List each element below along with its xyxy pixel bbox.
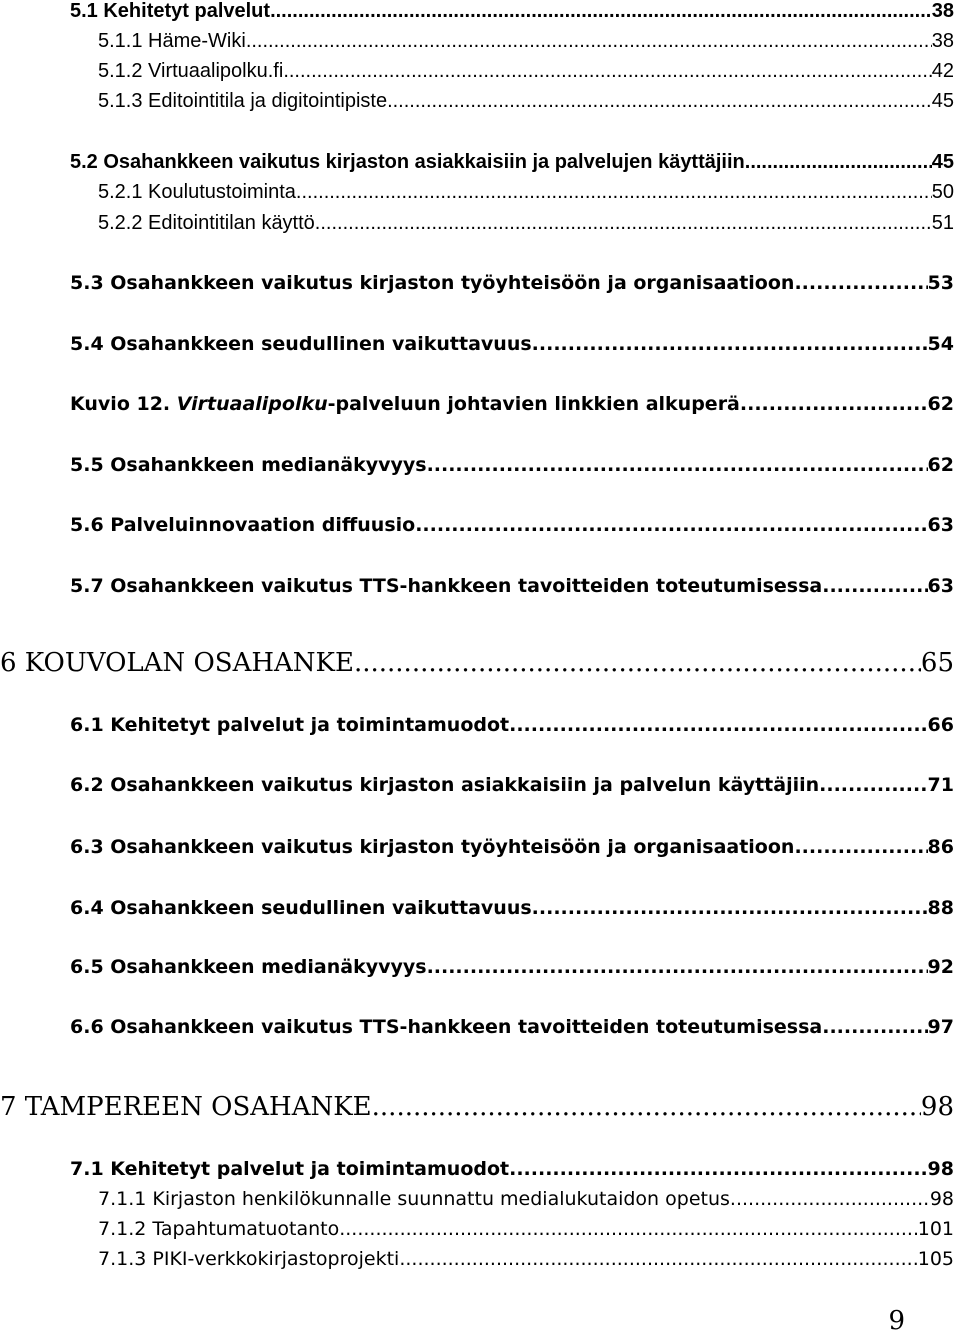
leader-dots (819, 774, 927, 796)
toc-page: 53 (927, 272, 954, 294)
toc-page: 97 (927, 1016, 954, 1038)
toc-label: 6.5 Osahankkeen medianäkyvyys (70, 956, 427, 978)
toc-page: 66 (927, 714, 954, 736)
toc-entry-6-3[interactable] (70, 836, 954, 858)
leader-dots (532, 897, 928, 919)
toc-entry-5-1[interactable] (70, 0, 954, 23)
leader-dots (415, 514, 927, 536)
toc-label: 6.2 Osahankkeen vaikutus kirjaston asiakkaisiin ja palvelun käyttäjiin (70, 774, 820, 796)
leader-dots (794, 272, 927, 294)
toc-label: 6.4 Osahankkeen seudullinen vaikuttavuus (70, 897, 532, 919)
toc-label: 5.1 Kehitetyt palvelut (70, 0, 271, 22)
toc-label: 5.5 Osahankkeen medianäkyvyys (70, 454, 427, 476)
leader-dots (246, 30, 932, 53)
toc-label: 5.2.1 Koulutustoiminta (98, 181, 296, 203)
toc-entry-6-5[interactable] (70, 956, 954, 978)
toc-label: 5.2.2 Editointitilan käyttö (98, 212, 315, 234)
leader-dots (270, 0, 932, 23)
leader-dots (387, 90, 932, 113)
toc-label: 5.1.1 Häme-Wiki (98, 30, 246, 52)
toc-label: 6.1 Kehitetyt palvelut ja toimintamuodot (70, 714, 510, 736)
toc-entry-5-1-2[interactable] (98, 60, 954, 83)
toc-page: 38 (931, 30, 954, 52)
toc-label: 6 KOUVOLAN OSAHANKE (0, 648, 354, 678)
toc-entry-7-1[interactable] (70, 1158, 954, 1180)
toc-page: 98 (929, 1188, 954, 1210)
toc-entry-6-6[interactable] (70, 1016, 954, 1038)
toc-page: 45 (931, 151, 954, 173)
toc-entry-6-1[interactable] (70, 714, 954, 736)
leader-dots (427, 956, 928, 978)
toc-entry-5-2-1[interactable] (98, 181, 954, 204)
figure-suffix: -palveluun johtavien linkkien alkuperä. (327, 393, 748, 415)
toc-page: 65 (920, 648, 954, 678)
toc-label: 5.7 Osahankkeen vaikutus TTS-hankkeen tavoitteiden toteutumisessa (70, 575, 823, 597)
toc-entry-7-1-2[interactable] (98, 1218, 954, 1240)
toc-entry-5-1-3[interactable] (98, 90, 954, 113)
toc-page: 38 (931, 0, 954, 22)
leader-dots (372, 1092, 921, 1122)
toc-label: 7.1.2 Tapahtumatuotanto (98, 1218, 340, 1240)
toc-label: 5.1.3 Editointitila ja digitointipiste (98, 90, 388, 112)
toc-label: 5.4 Osahankkeen seudullinen vaikuttavuus (70, 333, 532, 355)
toc-entry-5-1-1[interactable] (98, 30, 954, 53)
leader-dots (822, 1016, 927, 1038)
toc-page: 105 (917, 1248, 954, 1270)
leader-dots (532, 333, 928, 355)
toc-label: 7 TAMPEREEN OSAHANKE (0, 1092, 372, 1122)
toc-label: 6.3 Osahankkeen vaikutus kirjaston työyhteisöön ja organisaatioon (70, 836, 795, 858)
toc-page: 42 (931, 60, 954, 82)
leader-dots (354, 648, 921, 678)
toc-entry-chapter-7[interactable] (0, 1092, 954, 1122)
leader-dots (339, 1218, 918, 1240)
toc-entry-7-1-3[interactable] (98, 1248, 954, 1270)
toc-page: 45 (931, 90, 954, 112)
toc-page: 98 (927, 1158, 954, 1180)
toc-entry-5-2-2[interactable] (98, 212, 954, 235)
leader-dots (315, 212, 932, 235)
leader-dots (509, 1158, 927, 1180)
leader-dots (822, 575, 927, 597)
toc-entry-6-2[interactable] (70, 774, 954, 796)
figure-italic-name: Virtuaalipolku (176, 393, 328, 415)
toc-entry-5-6[interactable] (70, 514, 954, 536)
toc-page: 54 (927, 333, 954, 355)
toc-label: 7.1.1 Kirjaston henkilökunnalle suunnattu medialukutaidon opetus (98, 1188, 730, 1210)
toc-page: 88 (927, 897, 954, 919)
leader-dots (794, 836, 927, 858)
leader-dots (296, 181, 932, 204)
toc-entry-5-5[interactable] (70, 454, 954, 476)
toc-page: 51 (931, 212, 954, 234)
toc-entry-5-3[interactable] (70, 272, 954, 294)
toc-entry-5-7[interactable] (70, 575, 954, 597)
toc-page: 86 (927, 836, 954, 858)
toc-page: 98 (920, 1092, 954, 1122)
toc-page: 62 (927, 454, 954, 476)
page-number: 9 (888, 1306, 905, 1336)
toc-label: 7.1 Kehitetyt palvelut ja toimintamuodot (70, 1158, 510, 1180)
toc-page: 50 (931, 181, 954, 203)
toc-entry-6-4[interactable] (70, 897, 954, 919)
leader-dots (730, 1188, 930, 1210)
leader-dots (283, 60, 931, 83)
leader-dots (747, 393, 927, 415)
toc-page: 63 (927, 514, 954, 536)
toc-label: 6.6 Osahankkeen vaikutus TTS-hankkeen tavoitteiden toteutumisessa (70, 1016, 823, 1038)
toc-entry-7-1-1[interactable] (98, 1188, 954, 1210)
figure-prefix: Kuvio 12. (70, 393, 177, 415)
toc-page: 63 (927, 575, 954, 597)
toc-entry-5-2[interactable] (70, 151, 954, 174)
toc-page: 71 (927, 774, 954, 796)
toc-entry-kuvio-12[interactable] (70, 393, 954, 415)
leader-dots (427, 454, 928, 476)
leader-dots (509, 714, 927, 736)
leader-dots (745, 151, 932, 174)
toc-label: 7.1.3 PIKI-verkkokirjastoprojekti (98, 1248, 400, 1270)
toc-label (70, 393, 747, 415)
toc-entry-chapter-6[interactable] (0, 648, 954, 678)
toc-label: 5.6 Palveluinnovaation diffuusio (70, 514, 416, 536)
toc-entry-5-4[interactable] (70, 333, 954, 355)
leader-dots (399, 1248, 917, 1270)
toc-label: 5.1.2 Virtuaalipolku.fi (98, 60, 284, 82)
toc-page: 101 (917, 1218, 954, 1240)
toc-label: 5.3 Osahankkeen vaikutus kirjaston työyhteisöön ja organisaatioon (70, 272, 795, 294)
toc-page: 92 (927, 956, 954, 978)
toc-label: 5.2 Osahankkeen vaikutus kirjaston asiakkaisiin ja palvelujen käyttäjiin (70, 151, 745, 173)
toc-page: 62 (927, 393, 954, 415)
